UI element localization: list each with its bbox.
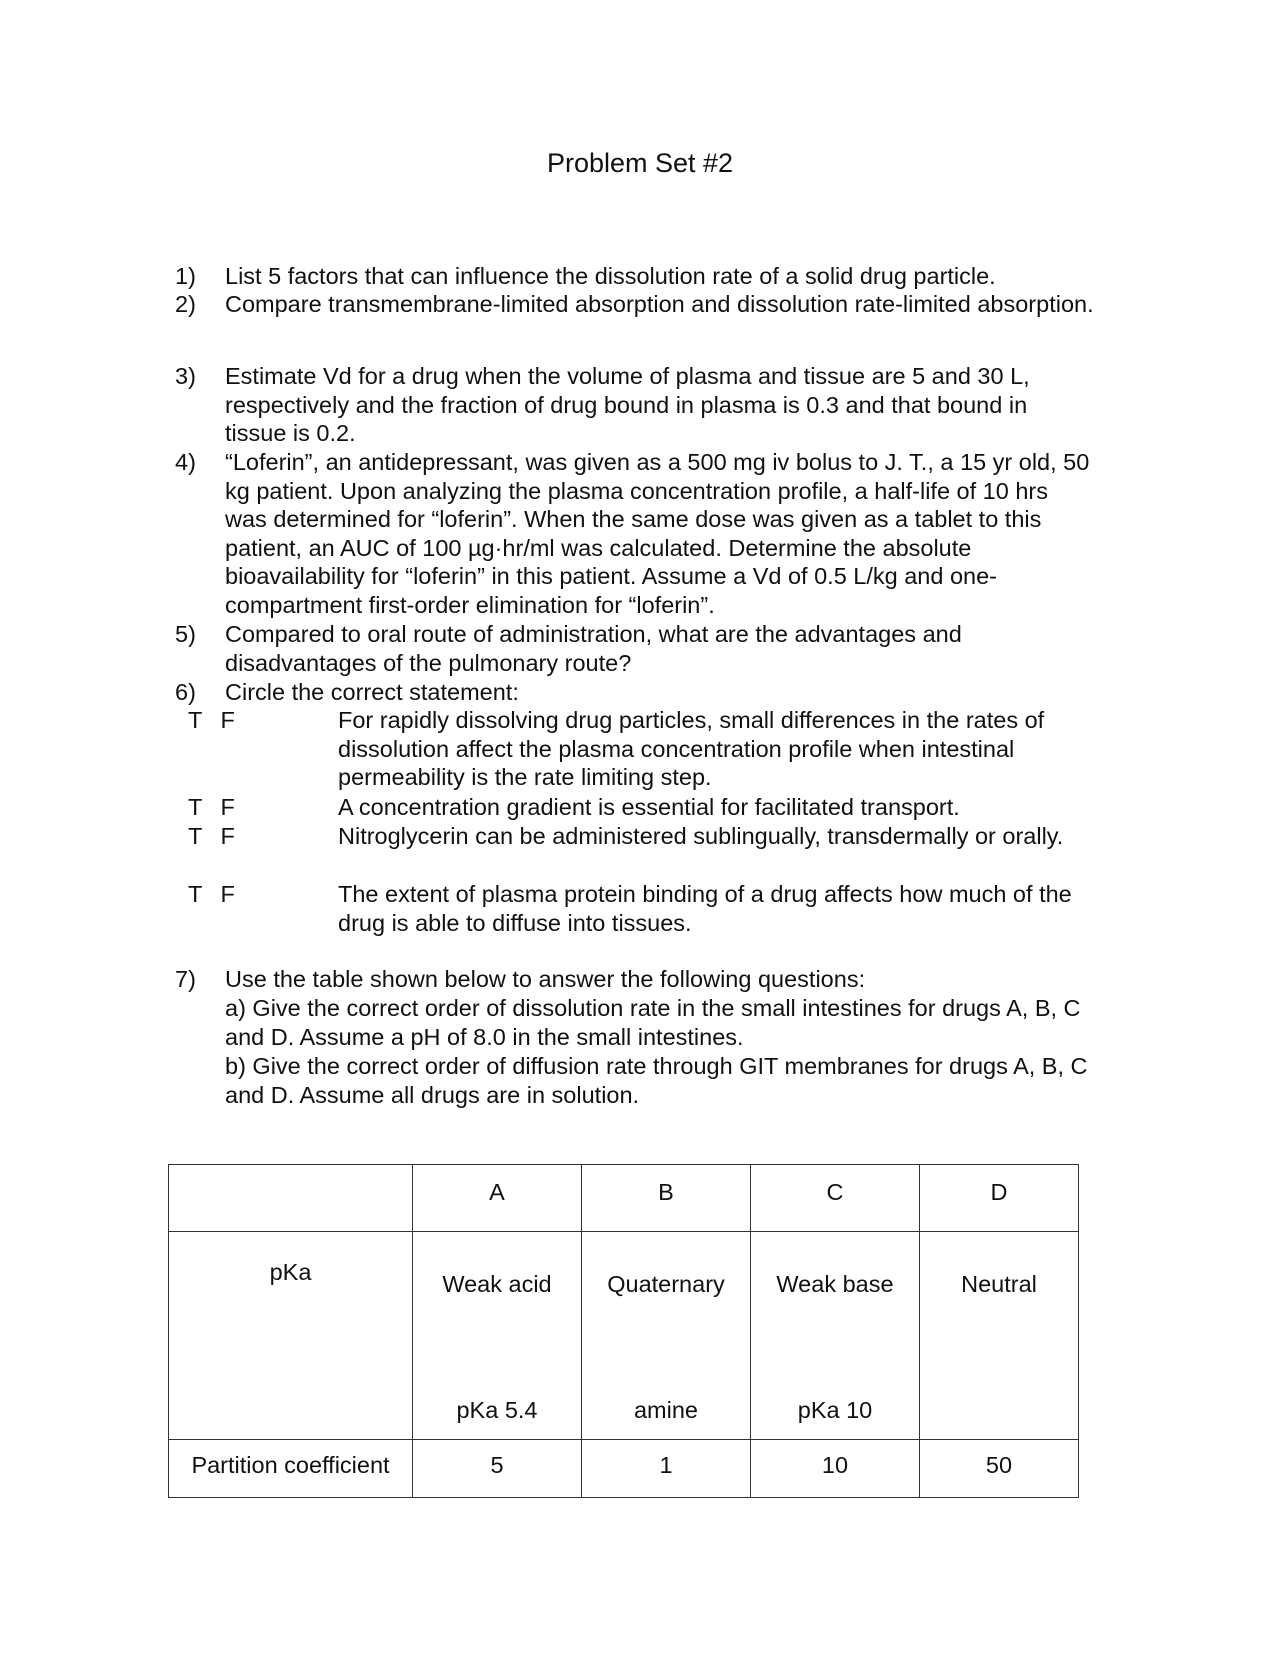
question-7b: b) Give the correct order of diffusion rate through GIT membranes for drugs A, B, C and D. Assume all drugs are in solution. — [225, 1053, 1088, 1108]
pc-cell-a: 5 — [413, 1440, 582, 1498]
page-title: Problem Set #2 — [546, 148, 734, 178]
question-number: 5) — [175, 621, 196, 647]
table-header-row — [169, 1165, 1079, 1232]
table-row-partition — [169, 1440, 1079, 1498]
tf-item-2 — [188, 793, 1088, 822]
row-label-partition: Partition coefficient — [169, 1440, 413, 1498]
drug-properties-table — [168, 1164, 1079, 1498]
question-number: 6) — [175, 679, 196, 705]
tf-statement: Nitroglycerin can be administered sublingually, transdermally or orally. — [338, 823, 1064, 849]
question-text: List 5 factors that can influence the dissolution rate of a solid drug particle. — [225, 263, 996, 289]
tf-marks[interactable]: T F — [188, 707, 235, 733]
header-cell-c: C — [751, 1165, 920, 1232]
tf-statement: A concentration gradient is essential for facilitated transport. — [338, 794, 960, 820]
header-cell-b: B — [582, 1165, 751, 1232]
pc-cell-b: 1 — [582, 1440, 751, 1498]
question-text: Compared to oral route of administration, what are the advantages and disadvantages of the pulmonary route? — [225, 621, 962, 676]
tf-marks[interactable]: T F — [188, 823, 235, 849]
header-cell-d: D — [920, 1165, 1079, 1232]
question-number: 3) — [175, 363, 196, 389]
question-6 — [175, 678, 1095, 707]
tf-marks[interactable]: T F — [188, 881, 235, 907]
question-text: Compare transmembrane-limited absorption and dissolution rate-limited absorption. — [225, 291, 1094, 317]
header-cell-a: A — [413, 1165, 582, 1232]
pka-cell-b: Quaternary amine — [582, 1232, 751, 1440]
row-label-pka: pKa — [169, 1232, 413, 1440]
question-text: “Loferin”, an antidepressant, was given as a 500 mg iv bolus to J. T., a 15 yr old, 50 kg patient. Upon analyzing the plasma concentration profile, a half-life of 10 hrs was determined for “loferin”. When the same dose was given as a tablet to this patient, an AUC of 100 µg·hr/ml was calculated. Determine the absolute bioavailability for “loferin” in this patient. Assume a Vd of 0.5 L/kg and one-compartment first-order elimination for “loferin”. — [225, 449, 1090, 618]
question-2 — [175, 290, 1095, 319]
question-5 — [175, 620, 1095, 677]
tf-item-3 — [188, 822, 1088, 851]
pka-cell-c: Weak base pKa 10 — [751, 1232, 920, 1440]
pc-cell-d: 50 — [920, 1440, 1079, 1498]
question-number: 2) — [175, 291, 196, 317]
question-text: Circle the correct statement: — [225, 679, 519, 705]
question-text: Use the table shown below to answer the following questions: — [225, 966, 866, 992]
pc-cell-c: 10 — [751, 1440, 920, 1498]
tf-marks[interactable]: T F — [188, 794, 235, 820]
question-3 — [175, 362, 1095, 448]
question-number: 1) — [175, 263, 196, 289]
question-1 — [175, 262, 1095, 291]
header-cell-empty — [169, 1165, 413, 1232]
question-4 — [175, 448, 1095, 620]
tf-statement: The extent of plasma protein binding of a drug affects how much of the drug is able to diffuse into tissues. — [338, 881, 1072, 936]
tf-statement: For rapidly dissolving drug particles, small differences in the rates of dissolution affect the plasma concentration profile when intestinal permeability is the rate limiting step. — [338, 707, 1045, 791]
question-7 — [175, 965, 1095, 994]
question-text: Estimate Vd for a drug when the volume of plasma and tissue are 5 and 30 L, respectively and the fraction of drug bound in plasma is 0.3 and that bound in tissue is 0.2. — [225, 363, 1030, 447]
question-number: 4) — [175, 449, 196, 475]
question-7a: a) Give the correct order of dissolution rate in the small intestines for drugs A, B, C and D. Assume a pH of 8.0 in the small intestines. — [225, 995, 1081, 1050]
pka-cell-a: Weak acid pKa 5.4 — [413, 1232, 582, 1440]
tf-item-1 — [188, 706, 1088, 792]
question-number: 7) — [175, 966, 196, 992]
table-row-pka — [169, 1232, 1079, 1440]
pka-cell-d: Neutral — [920, 1232, 1079, 1440]
tf-item-4 — [188, 880, 1088, 937]
